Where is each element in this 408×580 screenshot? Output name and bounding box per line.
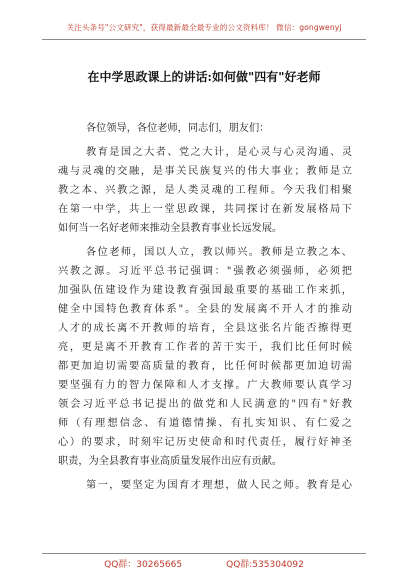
paragraph-line: 要坚强有力的智力保障和人才支撑。广大教师要认真学习: [58, 380, 352, 391]
paragraph-line: 魂与灵魂的交融，是事关民族复兴的伟大事业；教师是立: [58, 166, 352, 177]
paragraph-line: 加强队伍建设作为建设教育强国最重要的基础工作来抓，: [58, 285, 352, 296]
paragraph-line: 心）的要求，时刻牢记历史使命和时代责任，履行好神圣: [58, 437, 352, 448]
footer-qq-group-2: QQ群:535304092: [226, 560, 304, 570]
footer-contacts: [0, 557, 408, 570]
paragraph-line: 第一，要坚定为国育才理想，做人民之师。教育是心: [86, 480, 352, 491]
paragraph-line: 师（有理想信念、有道德情操、有扎实知识、有仁爱之: [58, 418, 352, 429]
paragraph-line: 领会习近平总书记提出的做党和人民满意的"四有"好教: [58, 399, 352, 410]
header-banner: 关注头条号"公文研究"，获得最新最全最专业的公文资料库！ 微信：gongwenyj: [66, 23, 342, 32]
paragraph-line: 教育是国之大者、党之大计，是心灵与心灵沟通、灵: [86, 147, 352, 158]
paragraph-line: 都更加迫切需要高质量的教育，比任何时候都更加迫切需: [58, 361, 352, 372]
header-divider: [42, 39, 366, 40]
footer-qq-group-1: QQ群：30265665: [104, 560, 183, 570]
paragraph-line: 教之本、兴教之源，是人类灵魂的工程师。今天我们相聚: [58, 185, 352, 196]
footer-divider: [42, 553, 366, 554]
paragraph-line: 职责，为全县教育事业高质量发展作出应有贡献。: [58, 456, 283, 467]
paragraph-line: 在第一中学，共上一堂思政课，共同探讨在新发展格局下: [58, 204, 352, 215]
document-title: 在中学思政课上的讲话:如何做"四有"好老师: [87, 70, 321, 84]
paragraph-line: 如何当一名好老师来推动全县教育事业长远发展。: [58, 223, 283, 234]
paragraph-line: 亮，更是离不开教育工作者的苦干实干，我们比任何时候: [58, 342, 352, 353]
paragraph-line: 人才的成长离不开教师的培育，全县这张名片能否擦得更: [58, 323, 352, 334]
paragraph-line: 兴教之源。习近平总书记强调："强教必须强师，必须把: [58, 266, 352, 277]
salutation-line: 各位领导，各位老师，同志们，朋友们：: [86, 123, 270, 134]
paragraph-line: 健全中国特色教育体系"。全县的发展离不开人才的推动: [58, 304, 352, 315]
paragraph-line: 各位老师，国以人立，教以师兴。教师是立教之本、: [86, 247, 352, 258]
